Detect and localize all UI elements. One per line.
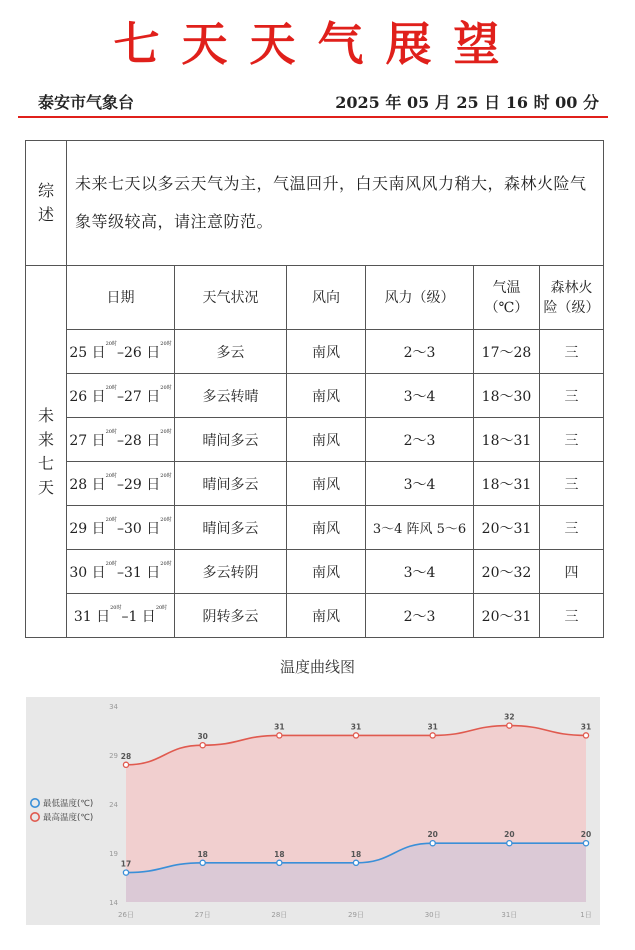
low-temp-point [277, 860, 282, 865]
wind-force-cell: 2～3 [366, 330, 474, 374]
temperature-cell: 18～30 [474, 374, 540, 418]
low-temp-label: 20 [580, 830, 592, 840]
x-tick-label: 26日 [118, 911, 134, 919]
temperature-cell: 20～31 [474, 594, 540, 638]
wind-force-cell: 3～4 [366, 550, 474, 594]
y-tick-label: 24 [109, 801, 118, 809]
y-tick-label: 19 [109, 850, 118, 858]
col-date-header: 日期 [67, 266, 175, 330]
wind-force-cell: 2～3 [366, 594, 474, 638]
summary-text: 未来七天以多云天气为主，气温回升，白天南风风力稍大，森林火险气象等级较高，请注意防范。 [67, 141, 604, 266]
fire-risk-cell: 四 [540, 550, 604, 594]
date-range: 29 日$^{20时}$–30 日$^{20时}$ [67, 506, 175, 550]
wind-direction-cell: 南风 [287, 550, 366, 594]
wind-direction-cell: 南风 [287, 330, 366, 374]
low-temp-point [353, 860, 358, 865]
y-tick-label: 29 [109, 752, 118, 760]
high-temp-point [200, 743, 205, 748]
temperature-cell: 18～31 [474, 418, 540, 462]
page-title: 七天天气展望 [113, 17, 522, 71]
x-tick-label: 1日 [580, 911, 592, 919]
high-temp-point [507, 723, 512, 728]
table-row [26, 550, 604, 594]
low-temp-point [430, 841, 435, 846]
col-wind-force-header: 风力（级） [366, 266, 474, 330]
issuing-office: 泰安市气象台 [38, 93, 135, 112]
wind-direction-cell: 南风 [287, 462, 366, 506]
fire-risk-cell: 三 [540, 418, 604, 462]
low-temp-label: 20 [504, 830, 515, 840]
low-temp-point [583, 841, 588, 846]
date-range: 26 日$^{20时}$–27 日$^{20时}$ [67, 374, 175, 418]
table-row [26, 506, 604, 550]
high-temp-label: 31 [350, 722, 362, 732]
weather-cell: 多云转晴 [175, 374, 287, 418]
weather-cell: 多云 [175, 330, 287, 374]
high-temp-label: 28 [120, 751, 132, 761]
low-temp-label: 18 [274, 849, 285, 859]
wind-direction-cell: 南风 [287, 594, 366, 638]
date-range: 30 日$^{20时}$–31 日$^{20时}$ [67, 550, 175, 594]
forecast-header-row [26, 266, 604, 330]
temperature-cell: 17～28 [474, 330, 540, 374]
fire-risk-cell: 三 [540, 462, 604, 506]
y-tick-label: 14 [109, 899, 118, 907]
legend-label: 最低温度(℃) [43, 799, 94, 809]
temperature-cell: 18～31 [474, 462, 540, 506]
wind-force-cell: 3～4 [366, 462, 474, 506]
low-temp-label: 18 [197, 849, 208, 859]
legend-label: 最高温度(℃) [43, 813, 94, 823]
header-divider [18, 116, 608, 118]
x-tick-label: 27日 [194, 911, 211, 919]
fire-risk-cell: 三 [540, 594, 604, 638]
col-temperature-header: 气温 （℃） [474, 266, 540, 330]
col-fire-risk-header: 森林火 险（级） [540, 266, 604, 330]
high-temp-label: 31 [274, 722, 285, 732]
date-range: 31 日$^{20时}$–1 日$^{20时}$ [67, 594, 175, 638]
wind-force-cell: 2～3 [366, 418, 474, 462]
summary-row [26, 141, 604, 266]
table-row [26, 330, 604, 374]
high-temp-point [123, 762, 128, 767]
high-temp-label: 31 [427, 722, 438, 732]
low-temp-label: 18 [350, 849, 362, 859]
low-temp-label: 20 [427, 830, 438, 840]
low-temp-point [507, 841, 512, 846]
date-range: 25 日$^{20时}$–26 日$^{20时}$ [67, 330, 175, 374]
col-weather-header: 天气状况 [175, 266, 287, 330]
wind-direction-cell: 南风 [287, 374, 366, 418]
weather-cell: 晴间多云 [175, 506, 287, 550]
table-row [26, 374, 604, 418]
forecast-table [25, 140, 604, 638]
wind-force-cell: 3～4 阵风 5～6 [366, 506, 474, 550]
x-tick-label: 31日 [501, 911, 518, 919]
fire-risk-cell: 三 [540, 506, 604, 550]
summary-label: 综 述 [26, 141, 67, 266]
low-temp-label: 17 [120, 859, 132, 869]
wind-direction-cell: 南风 [287, 506, 366, 550]
high-temp-point [277, 733, 282, 738]
high-temp-label: 30 [197, 732, 208, 742]
high-temp-label: 31 [580, 722, 592, 732]
chart-title: 温度曲线图 [279, 658, 355, 676]
low-temp-point [123, 870, 128, 875]
x-tick-label: 28日 [271, 911, 288, 919]
date-range: 27 日$^{20时}$–28 日$^{20时}$ [67, 418, 175, 462]
weather-cell: 阴转多云 [175, 594, 287, 638]
col-wind-direction-header: 风向 [287, 266, 366, 330]
date-range: 28 日$^{20时}$–29 日$^{20时}$ [67, 462, 175, 506]
fire-risk-cell: 三 [540, 330, 604, 374]
y-tick-label: 34 [109, 703, 118, 711]
high-temp-point [430, 733, 435, 738]
temperature-chart [26, 697, 600, 925]
wind-direction-cell: 南风 [287, 418, 366, 462]
weather-cell: 晴间多云 [175, 418, 287, 462]
high-temp-point [353, 733, 358, 738]
table-row [26, 418, 604, 462]
x-tick-label: 29日 [348, 911, 364, 919]
weather-cell: 晴间多云 [175, 462, 287, 506]
x-tick-label: 30日 [424, 911, 441, 919]
low-temp-point [200, 860, 205, 865]
table-row [26, 462, 604, 506]
temperature-cell: 20～32 [474, 550, 540, 594]
weather-cell: 多云转阴 [175, 550, 287, 594]
wind-force-cell: 3～4 [366, 374, 474, 418]
high-temp-label: 32 [504, 712, 515, 722]
high-temp-point [583, 733, 588, 738]
issue-datetime: 2025 年 05 月 25 日 16 时 00 分 [335, 93, 599, 112]
temperature-cell: 20～31 [474, 506, 540, 550]
forecast-side-label: 未 来 七 天 [26, 266, 67, 638]
table-row [26, 594, 604, 638]
fire-risk-cell: 三 [540, 374, 604, 418]
